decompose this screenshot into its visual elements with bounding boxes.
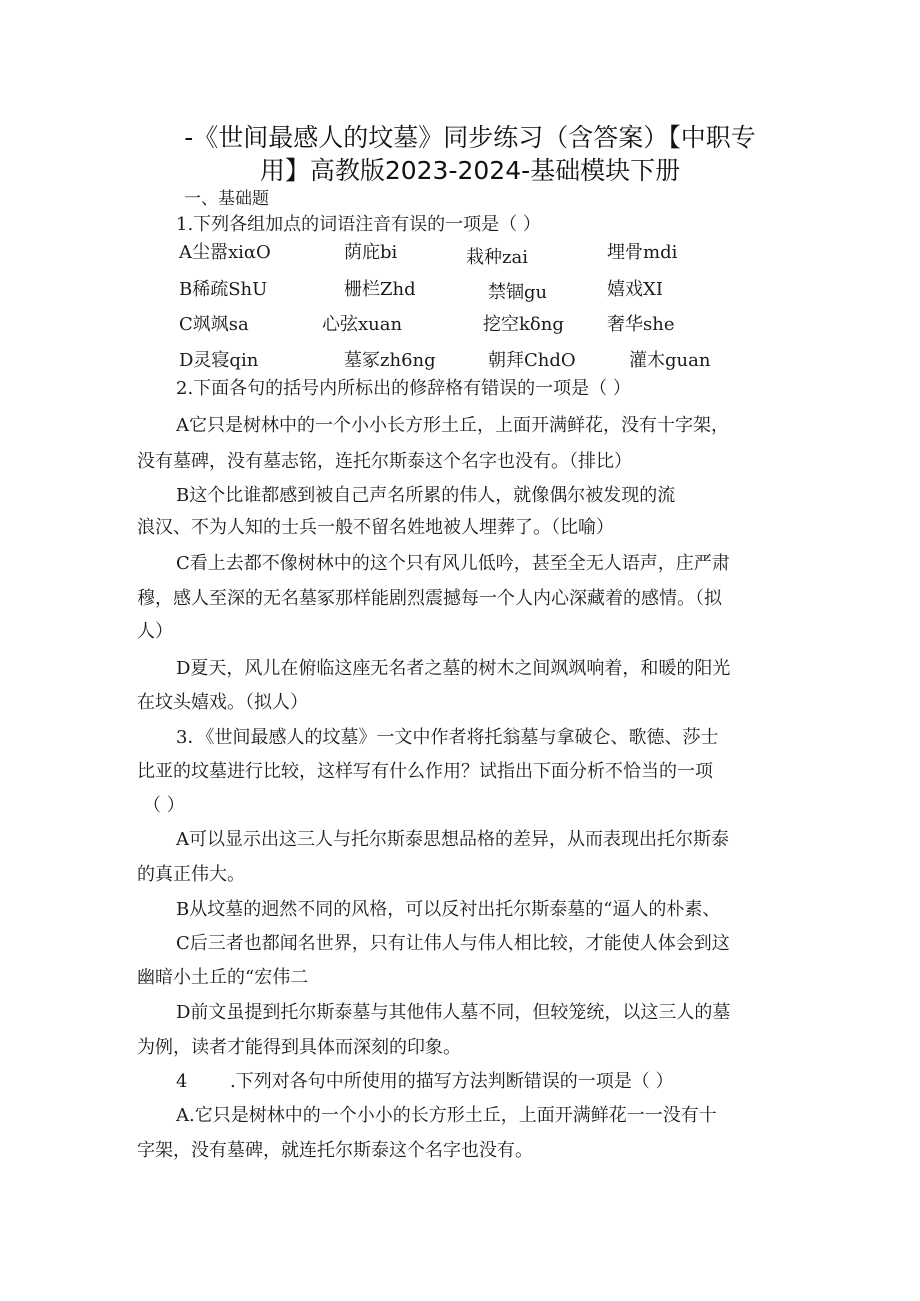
q4-option-a-line-1: A.它只是树林中的一个小小的长方形土丘，上面开满鲜花一一没有十 — [176, 1105, 717, 1126]
q1-option-c-4: 奢华she — [607, 314, 675, 335]
q3-option-c-line-1: C后三者也都闻名世界，只有让伟人与伟人相比较，才能使人体会到这 — [176, 933, 730, 954]
q3-stem-line-2: 比亚的坟墓进行比较，这样写有什么作用？试指出下面分析不恰当的一项 — [137, 761, 713, 782]
q2-option-c-line-3: 人） — [137, 621, 173, 642]
q4-stem: .下列对各句中所使用的描写方法判断错误的一项是（ ） — [230, 1071, 674, 1092]
q3-option-d-line-1: D前文虽提到托尔斯泰墓与其他伟人墓不同，但较笼统，以这三人的墓 — [176, 1002, 731, 1023]
q2-option-d-line-1: D夏天，风儿在俯临这座无名者之墓的树木之间飒飒响着，和暖的阳光 — [176, 658, 731, 679]
q2-option-a-line-1: A它只是树林中的一个小小长方形土丘，上面开满鲜花，没有十字架， — [176, 415, 729, 436]
q3-option-d-line-2: 为例，读者才能得到具体而深刻的印象。 — [137, 1037, 461, 1058]
q1-option-a-1: A尘嚣xiαO — [179, 242, 271, 263]
q1-option-d-2: 墓冢zh6ng — [344, 350, 436, 371]
q1-option-d-3: 朝拜ChdO — [488, 350, 576, 371]
q2-option-c-line-2: 穆，感人至深的无名墓冢那样能剧烈震撼每一个人内心深藏着的感情。（拟 — [137, 588, 722, 609]
q1-option-a-3: 栽种zai — [466, 247, 528, 268]
q1-option-a-2: 荫庇bi — [344, 242, 398, 263]
q3-option-c-line-2: 幽暗小土丘的“宏伟二 — [137, 967, 309, 988]
q1-stem: 1.下列各组加点的词语注音有误的一项是（ ） — [176, 214, 541, 235]
title-line-2: 用】高教版2023-2024-基础模块下册 — [259, 156, 681, 185]
q1-option-b-3: 禁锢gu — [488, 282, 548, 303]
q3-option-a-line-2: 的真正伟大。 — [137, 864, 245, 885]
q1-option-c-1: C飒飒sa — [179, 314, 249, 335]
q1-option-c-2: 心弦xuan — [322, 314, 403, 335]
title-line-1: -《世间最感人的坟墓》同步练习（含答案）【中职专 — [184, 123, 756, 152]
q1-option-b-2: 栅栏Zhd — [344, 279, 416, 300]
q1-option-d-1: D灵寝qin — [179, 350, 259, 371]
q1-option-b-1: B稀疏ShU — [179, 279, 268, 300]
q3-option-b-line-1: B从坟墓的迥然不同的风格，可以反衬出托尔斯泰墓的“逼人的朴素、 — [176, 899, 721, 920]
q1-option-d-4: 灌木guan — [629, 350, 711, 371]
q2-option-c-line-1: C看上去都不像树林中的这个只有风儿低吟，甚至全无人语声，庄严肃 — [176, 553, 730, 574]
q2-option-a-line-2: 没有墓碑，没有墓志铭，连托尔斯泰这个名字也没有。（排比） — [137, 451, 632, 472]
q1-option-a-4: 埋骨mdi — [607, 242, 678, 263]
q4-number: 4 — [176, 1071, 188, 1092]
q2-stem: 2.下面各句的括号内所标出的修辞格有错误的一项是（ ） — [176, 378, 631, 399]
q3-stem-line-1: 3．《世间最感人的坟墓》一文中作者将托翁墓与拿破仑、歌德、莎士 — [176, 727, 719, 748]
q2-option-b-line-1: B这个比谁都感到被自己声名所累的伟人，就像偶尔被发现的流 — [176, 485, 676, 506]
q1-option-c-3: 挖空kδng — [483, 314, 564, 335]
q3-option-a-line-1: A可以显示出这三人与托尔斯泰思想品格的差异，从而表现出托尔斯泰 — [176, 829, 729, 850]
q1-option-b-4: 嬉戏XI — [607, 279, 663, 300]
q3-stem-line-3: （ ） — [143, 795, 185, 816]
section-heading: 一、基础题 — [184, 189, 269, 209]
q2-option-b-line-2: 浪汉、不为人知的士兵一般不留名姓地被人埋葬了。（比喻） — [137, 517, 614, 538]
q2-option-d-line-2: 在坟头嬉戏。（拟人） — [137, 692, 308, 713]
q4-option-a-line-2: 字架，没有墓碑，就连托尔斯泰这个名字也没有。 — [137, 1140, 533, 1161]
